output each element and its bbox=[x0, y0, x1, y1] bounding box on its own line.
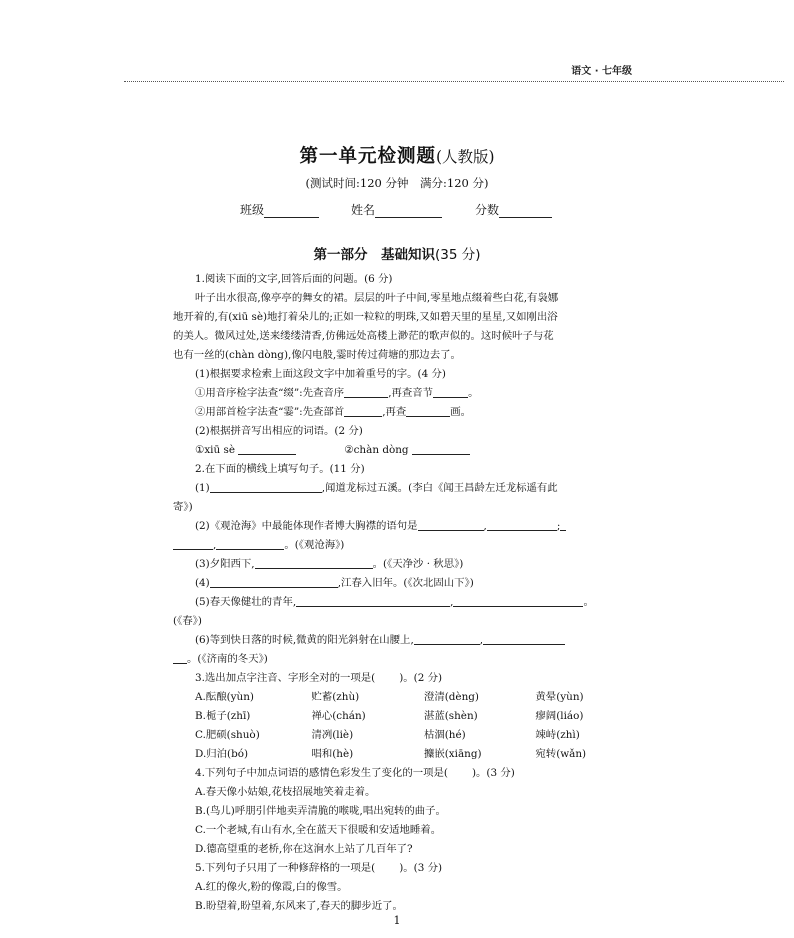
q3-option-cell: 黄晕(yùn) bbox=[535, 691, 584, 703]
q1-sub1a-mid: ,再查音节 bbox=[388, 387, 434, 399]
q2-s1-text: ,闻道龙标过五溪。(李白《闻王昌龄左迁龙标遥有此 bbox=[321, 482, 558, 494]
q2-s2-end: 。(《观沧海》) bbox=[284, 539, 345, 551]
q2-s2-sep: , bbox=[483, 520, 487, 532]
q3-option-cell: 湛蓝(shèn) bbox=[423, 710, 478, 722]
q3-option-cell: 竦峙(zhì) bbox=[535, 729, 580, 741]
q2-s1-num: (1) bbox=[195, 482, 210, 494]
q2-s5-src: (《春》) bbox=[173, 615, 202, 627]
q3-option-cell: 清冽(liè) bbox=[311, 729, 354, 741]
class-field bbox=[240, 201, 319, 218]
q3-option-cell: D.归泊(bó) bbox=[195, 748, 249, 760]
q4-option: A.春天像小姑娘,花枝招展地笑着走着。 bbox=[195, 786, 376, 798]
q4-stem-points: )。(3 分) bbox=[471, 767, 515, 779]
q1-sub1: (1)根据要求检索上面这段文字中加着重号的字。(4 分) bbox=[195, 368, 446, 380]
q1-sub2a-label: ①xiū sè bbox=[195, 444, 235, 456]
answer-blank[interactable] bbox=[173, 651, 187, 664]
answer-blank[interactable] bbox=[173, 537, 213, 550]
q2-s3 bbox=[173, 555, 625, 574]
q1-sub1a-end: 。 bbox=[468, 387, 479, 399]
q2-s4-num: (4) bbox=[195, 577, 210, 589]
answer-blank[interactable] bbox=[216, 537, 284, 550]
class-label: 班级 bbox=[240, 203, 265, 217]
name-blank[interactable] bbox=[375, 204, 442, 218]
q1-sub1b-mid: ,再查 bbox=[382, 406, 407, 418]
q1-sub2: (2)根据拼音写出相应的词语。(2 分) bbox=[195, 425, 363, 437]
q3-stem bbox=[173, 669, 625, 688]
answer-blank[interactable] bbox=[433, 385, 468, 398]
q1-sub1a bbox=[173, 384, 625, 403]
q2-s2-semi: ; bbox=[556, 520, 561, 532]
q3-stem-text: 3.选出加点字注音、字形全对的一项是( bbox=[195, 672, 376, 684]
q2-s6-text: (6)等到快日落的时候,微黄的阳光斜射在山腰上, bbox=[195, 634, 414, 646]
q1-passage-line: 的美人。微风过处,送来缕缕清香,仿佛远处高楼上渺茫的歌声似的。这时候叶子与花 bbox=[173, 330, 554, 342]
q2-s3-text: (3)夕阳西下, bbox=[195, 558, 255, 570]
q5-option: A.红的像火,粉的像霞,白的像雪。 bbox=[195, 881, 348, 893]
question-body bbox=[173, 270, 625, 916]
q2-s6 bbox=[173, 631, 625, 650]
answer-blank[interactable] bbox=[560, 518, 566, 531]
score-blank[interactable] bbox=[499, 204, 552, 218]
q5-option: B.盼望着,盼望着,东风来了,春天的脚步近了。 bbox=[195, 900, 403, 912]
q1-sub2b-label: ②chàn dòng bbox=[344, 444, 409, 456]
header-divider bbox=[124, 81, 784, 82]
q5-stem bbox=[173, 859, 625, 878]
q1-sub1a-text: ①用音序检字法查“缀”:先查音序 bbox=[195, 387, 345, 399]
q2-s3-src: 。(《天净沙 · 秋思》) bbox=[372, 558, 464, 570]
q2-s5-end: 。 bbox=[583, 596, 594, 608]
q3-stem-points: )。(2 分) bbox=[399, 672, 443, 684]
q5-stem-text: 5.下列句子只用了一种修辞格的一项是( bbox=[195, 862, 376, 874]
page-header-subject: 语文 · 七年级 bbox=[571, 66, 632, 77]
answer-blank[interactable] bbox=[255, 556, 373, 569]
name-label: 姓名 bbox=[351, 203, 376, 217]
q2-s1 bbox=[173, 479, 625, 498]
q1-passage-line: 叶子出水很高,像亭亭的舞女的裙。层层的叶子中间,零星地点缀着些白花,有袅娜 bbox=[195, 292, 559, 304]
answer-blank[interactable] bbox=[406, 404, 450, 417]
page-number: 1 bbox=[393, 914, 401, 927]
q3-option-row bbox=[173, 688, 625, 707]
title-edition: (人教版) bbox=[435, 148, 495, 166]
q1-stem: 1.阅读下面的文字,回答后面的问题。(6 分) bbox=[195, 273, 393, 285]
q1-sub1b-end: 画。 bbox=[450, 406, 472, 418]
q4-option: D.德高望重的老桥,你在这涧水上站了几百年了? bbox=[195, 843, 413, 855]
q2-s2-text: (2)《观沧海》中最能体现作者博大胸襟的语句是 bbox=[195, 520, 418, 532]
answer-blank[interactable] bbox=[453, 594, 583, 607]
answer-blank[interactable] bbox=[344, 404, 382, 417]
answer-blank[interactable] bbox=[483, 632, 565, 645]
q4-stem bbox=[173, 764, 625, 783]
q3-option-cell: 贮蓄(zhù) bbox=[311, 691, 360, 703]
q2-s4-text: ,江春入旧年。(《次北固山下》) bbox=[337, 577, 474, 589]
q1-sub2-answers bbox=[173, 441, 625, 460]
q2-s5 bbox=[173, 593, 625, 612]
q1-sub1b-text: ②用部首检字法查“霎”:先查部首 bbox=[195, 406, 345, 418]
page-title bbox=[0, 142, 794, 168]
score-field bbox=[475, 201, 552, 218]
exam-subtitle: (测试时间:120 分钟 满分:120 分) bbox=[305, 176, 489, 190]
answer-blank[interactable] bbox=[487, 518, 557, 531]
answer-blank[interactable] bbox=[412, 442, 470, 455]
q2-s2-cont bbox=[173, 536, 625, 555]
answer-blank[interactable] bbox=[238, 442, 296, 455]
title-main: 第一单元检测题 bbox=[299, 146, 436, 167]
q3-option-row bbox=[173, 745, 625, 764]
answer-blank[interactable] bbox=[296, 594, 450, 607]
q2-s1-cont: 寄》) bbox=[173, 501, 193, 513]
q3-option-cell: 攗嵌(xiāng) bbox=[423, 748, 482, 760]
q1-sub1b bbox=[173, 403, 625, 422]
q2-s4 bbox=[173, 574, 625, 593]
q2-stem: 2.在下面的横线上填写句子。(11 分) bbox=[195, 463, 365, 475]
q1-passage-line: 地开着的,有(xiū sè)地打着朵儿的;正如一粒粒的明珠,又如碧天里的星星,又如刚出浴 bbox=[173, 311, 558, 323]
q2-s2-sep2: , bbox=[213, 539, 217, 551]
q4-option: C.一个老城,有山有水,全在蓝天下很暖和安适地睡着。 bbox=[195, 824, 442, 836]
q3-option-cell: 枯涸(hé) bbox=[423, 729, 466, 741]
q3-option-cell: 澄清(dèng) bbox=[423, 691, 479, 703]
q3-option-row bbox=[173, 726, 625, 745]
q3-option-cell: B.栀子(zhī) bbox=[195, 710, 251, 722]
q5-stem-points: )。(3 分) bbox=[399, 862, 443, 874]
q1-passage-line: 也有一丝的(chàn dòng),像闪电般,霎时传过荷塘的那边去了。 bbox=[173, 349, 461, 361]
q4-option: B.(鸟儿)呼朋引伴地卖弄清脆的喉咙,唱出宛转的曲子。 bbox=[195, 805, 446, 817]
part1-title: 第一部分 基础知识 bbox=[313, 247, 435, 263]
q3-option-cell: 瘳阔(liáo) bbox=[535, 710, 584, 722]
q2-s6-end: 。(《济南的冬天》) bbox=[187, 653, 268, 665]
answer-blank[interactable] bbox=[414, 632, 480, 645]
q3-option-cell: 禅心(chán) bbox=[311, 710, 366, 722]
q3-option-cell: 唱和(hè) bbox=[311, 748, 354, 760]
q3-option-cell: A.酝酿(yùn) bbox=[195, 691, 254, 703]
score-label: 分数 bbox=[475, 203, 500, 217]
class-blank[interactable] bbox=[264, 204, 319, 218]
name-field bbox=[351, 201, 442, 218]
answer-blank[interactable] bbox=[344, 385, 388, 398]
q2-s2 bbox=[173, 517, 625, 536]
q2-s5-text: (5)春天像健壮的青年, bbox=[195, 596, 297, 608]
q2-s5-sep: , bbox=[450, 596, 454, 608]
q2-s6-sep: , bbox=[479, 634, 484, 646]
q3-option-cell: 宛转(wǎn) bbox=[535, 748, 587, 760]
part1-points: (35 分) bbox=[434, 247, 481, 263]
part1-heading bbox=[0, 243, 794, 263]
q2-s6-cont bbox=[173, 650, 625, 669]
q4-stem-text: 4.下列句子中加点词语的感情色彩发生了变化的一项是( bbox=[195, 767, 448, 779]
answer-blank[interactable] bbox=[210, 575, 338, 588]
q3-option-row bbox=[173, 707, 625, 726]
answer-blank[interactable] bbox=[418, 518, 484, 531]
q3-option-cell: C.肥硕(shuò) bbox=[195, 729, 260, 741]
answer-blank[interactable] bbox=[210, 480, 322, 493]
